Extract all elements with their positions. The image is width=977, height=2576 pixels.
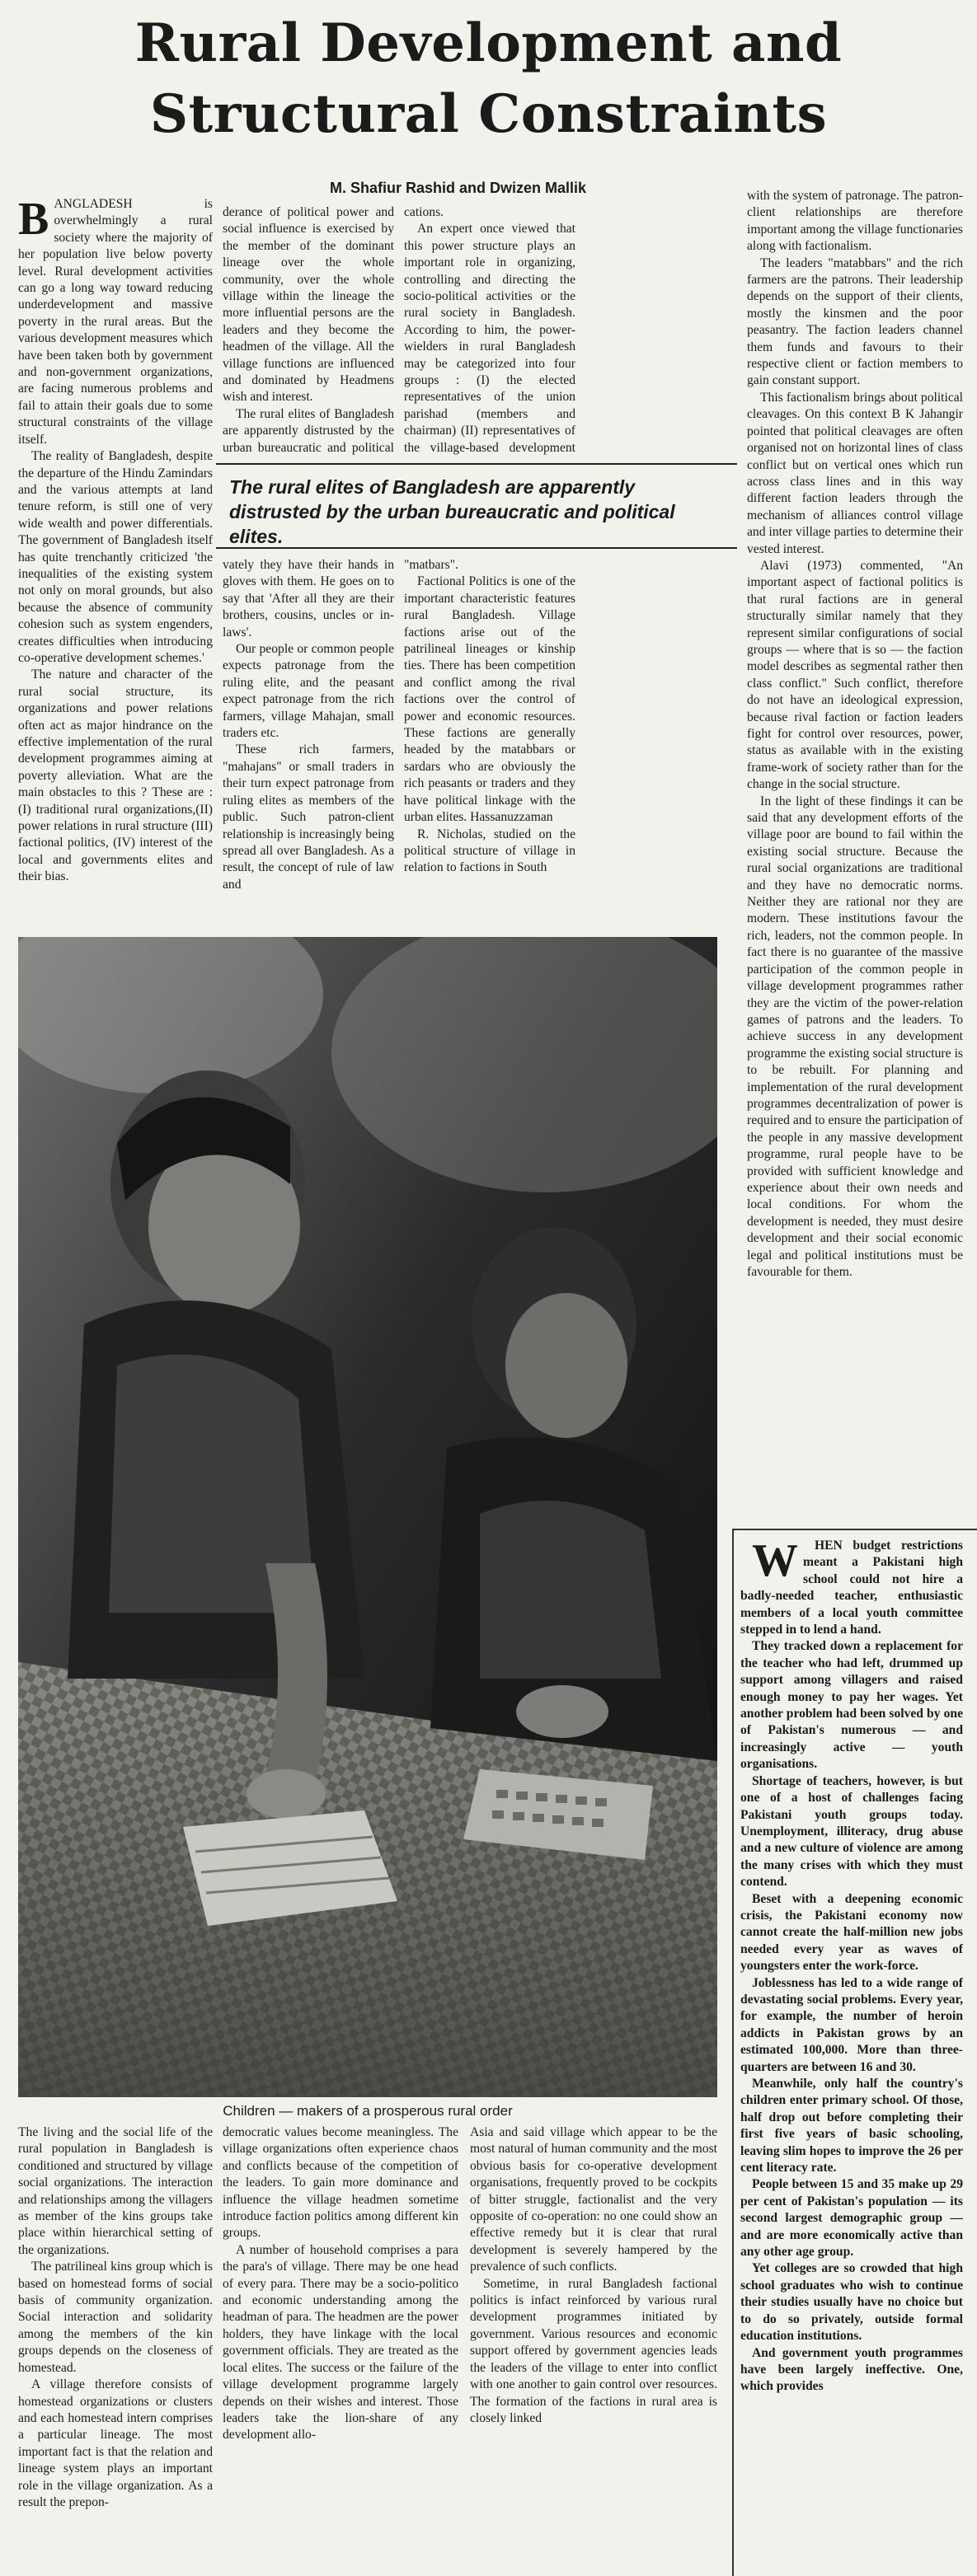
paragraph: This factionalism brings about political cleavages. On this context B K Jahangir pointed that political cleavages are often organised not on horizontal lines of class conflict but on vertical ones which run across class lines and in this way different faction leaders through the mechanism of alliances control village and inter village parties to determine their vested interest. [747,390,963,556]
paragraph: People between 15 and 35 make up 29 per cent of Pakistan's population — its second largest demographic group — and are more economically active than any other age group. [740,2177,963,2260]
paragraph: The reality of Bangladesh, despite the departure of the Hindu Zamindars and the various attempts at land tenure reform, is still one of very wide wealth and power differentials. The government of Bangladesh itself has quite trenchantly criticized 'the inequalities of the existing system not only on moral grounds, but also because the absence of community cohesion such as system engenders, creates difficulties when introducing co-operative development schemes.' [18,449,213,665]
paragraph: They tracked down a replacement for the teacher who had left, drummed up support among villagers and raised enough money to pay her wages. Yet another problem had been solved by one of Pakistan's numerous — and increasingly active — youth organisations. [740,1639,963,1772]
paragraph: The leaders "matabbars" and the rich farmers are the patrons. Their leadership depends on the support of their clients, mostly the kinsmen and the poor peasantry. The faction leaders channel them funds and favours to their respective client or faction members to gain constant support. [747,255,963,388]
paragraph: "matbars". [404,558,458,572]
article-column-2-mid [223,557,394,934]
paragraph: Meanwhile, only half the country's children enter primary school. Of those, half drop out before completing their first five years of basic schooling, leaving slim hopes to improve the 26 per cent literacy rate. [740,2077,963,2176]
paragraph: derance of political power and social influence is exercised by the member of the dominant lineage over the whole community, over the whole village within the lineage the more influential persons are the leaders and they become the headmen of the village. All the village functions are influenced and dominated by Headmens wish and interest. [223,205,394,405]
paragraph: vately they have their hands in gloves with them. He goes on to say that 'After all they are their brothers, cousins, uncles or in-laws'. [223,558,394,639]
paragraph: Our people or common people expects patronage from the ruling elite, and the peasant expect patronage from the rich farmers, village Mahajan, small traders etc. [223,642,394,741]
article-column-1-bottom [18,2124,213,2576]
paragraph: Yet colleges are so crowded that high school graduates who wish to continue their studies usually have no choice but to do so privately, outside formal education institutions. [740,2261,963,2344]
paragraph: Alavi (1973) commented, "An important aspect of factional politics is that rural factions are in general structurally similar namely that they represent similar configurations of social groups — where that is so — the faction model describes as segmental rather then class conflict." Such conflict, therefore do not have an ideological expression, because rival faction or faction leaders fight for control over resources, power, status as available with in the existing frame-work of society rather than for the change in the social structure. [747,558,963,792]
paragraph: cations. [404,205,444,219]
article-column-2-bottom [223,2124,458,2576]
photograph-children [18,937,717,2097]
headline-line-2: Structural Constraints [149,83,828,145]
paragraph: R. Nicholas, studied on the political structure of village in relation to factions in South [404,827,575,875]
paragraph: Factional Politics is one of the important characteristic features rural Bangladesh. Village factions arise out of the patrilineal lineages or kinship ties. There has been competition and conflict among the rival factions over the control of power and economic resources. These factions are generally headed by the matabbars or sardars who are obviously the rich peasants or traders and they have political linkage with the urban elites. Hassanuzzaman [404,574,575,825]
drop-cap: B [18,196,49,245]
paragraph: Joblessness has led to a wide range of devastating social problems. Every year, for example, the number of heroin addicts in Pakistan grows by an estimated 100,000. More than three-quarters are between 16 and 30. [740,1975,963,2074]
paragraph: An expert once viewed that this power structure plays an important role in organizing, controlling and directing the socio-political activities or the rural society in Bangladesh. According to him, the power-wielders in rural Bangladesh may be categorized into four groups : (I) the elected representatives of the union parishad (members and chairman) (II) representatives of the village-based development [404,222,575,455]
article-column-1-top [18,196,213,938]
paragraph: The nature and character of the rural social structure, its organizations and power relations often act as major hindrance on the effective implementation of the rural development programmes aiming at poverty alleviation. What are the main obstacles to this ? These are : (I) traditional rural organizations,(II) power relations in rural structure (III) factional politics, (IV) interest of the local and governments elites and their bias. [18,667,213,884]
article-column-3-top [404,204,575,457]
paragraph: The rural elites of Bangladesh are apparently distrusted by the urban bureaucratic and political [223,406,394,455]
paragraph: Beset with a deepening economic crisis, the Pakistani economy now cannot create the half-million new jobs needed every year as waves of youngsters enter the work-force. [740,1891,963,1974]
paragraph: Asia and said village which appear to be the most natural of human community and the most obvious basis for co-operative development organisations, frequently proved to be cockpits of bitter struggle, factionalist and the very opposite of co-operation: no one could show an effective remedy but it is clear that rural development is severely hampered by the prevalence of such conflicts. [470,2125,717,2274]
paragraph: The living and the social life of the rural population in Bangladesh is conditioned and structured by village social organizations. The interaction and relationships among the villagers as member of the kins groups take place within hierarchical setting of the organizations. [18,2125,213,2257]
paragraph: democratic values become meaningless. The village organizations often experience chaos and conflicts because of the competition of the leaders. To gain more dominance and influence the village headmen sometime introduce faction politics among different kin groups. [223,2125,458,2241]
photo-caption: Children — makers of a prosperous rural order [223,2103,513,2119]
drop-cap: W [752,1538,798,1586]
sidebar-story [740,1538,963,2576]
headline-line-1: Rural Development and [134,12,843,74]
article-column-4 [747,188,963,1531]
article-column-3-bottom [470,2124,717,2576]
paragraph: A number of household comprises a para the para's of village. There may be one head of every para. There may be a socio-politico and economic understanding among the headman of para. The headmen are the power holders, they have linkage with the local government officials. They are treated as the local elites. The success or the failure of the village development programme largely depends on their wishes and interest. Those leaders take the lion-share of any development allo- [223,2242,458,2443]
paragraph: HEN budget restrictions meant a Pakistani high school could not hire a badly-needed teacher, enthusiastic members of a local youth committee stepped in to lend a hand. [740,1539,963,1637]
paragraph: And government youth programmes have been largely ineffective. One, which provides [740,2345,963,2394]
paragraph: A village therefore consists of homestead organizations or clusters and each homestead intern comprises a particular lineage. The most important fact is that the relation and lineage system plays an important role in the village organization. As a result the prepon- [18,2377,213,2509]
paragraph: with the system of patronage. The patron-client relationships are therefore important among the village functionaries along with factionalism. [747,189,963,254]
paragraph: The patrilineal kins group which is based on homestead forms of social basis of community organization. Social interaction and solidarity among the members of the kin groups depends on the closeness of homestead. [18,2260,213,2375]
paragraph: These rich farmers, "mahajans" or small traders in their turn expect patronage from ruling elites as members of the public. Such patron-client relationship is increasingly being spread all over Bangladesh. As a result, the concept of rule of law and [223,742,394,892]
paragraph: Sometime, in rural Bangladesh factional politics is infact reinforced by various rural development programmes initiated by government. Various resources and economic support offered by government agencies leads the leaders of the village to enter into conflict with one another to gain control over resources. The formation of the factions in rural area is closely linked [470,2276,717,2425]
paragraph: In the light of these findings it can be said that any development efforts of the village poor are bound to fail within the existing social structure. Because the rural social organizations are traditional and they have no democratic norms. Neither they are rational nor they are modern. These institutions favour the rich, leaders, not the common people. In fact there is no guarantee of the massive participation of the common people in village development programmes rather they are the victim of the power-relation games of patrons and the leaders. To achieve success in any development programme the existing social structure is to be rebuilt. For planning and implementation of the rural development programmes decentralization of power is required and to ensure the participation of the people in any massive development programme, rural people have to be provided with sufficient knowledge and experience about their own needs and local conditions. For whom the development is needed, they must desire development and their social economic legal and political institutions must be favourable for them. [747,794,963,1279]
byline: M. Shafiur Rashid and Dwizen Mallik [330,180,587,196]
article-column-2-top [223,204,394,457]
article-column-3-mid [404,557,575,934]
paragraph: ANGLADESH is overwhelmingly a rural society where the majority of her population live below poverty level. Rural development activities can go a long way toward reducing underdevelopment and massive poverty in the rural areas. But the various development measures which have been taken both by government and non-government organizations, are facing numerous problems and fail to attain their goals due to some structural constraints of the village itself. [18,197,213,447]
paragraph: Shortage of teachers, however, is but one of a host of challenges facing Pakistani youth groups today. Unemployment, illiteracy, drug abuse and a new culture of violence are among the many crises with which they must contend. [740,1773,963,1890]
pull-quote: The rural elites of Bangladesh are apparently distrusted by the urban bureaucratic and political elites. [216,463,737,549]
